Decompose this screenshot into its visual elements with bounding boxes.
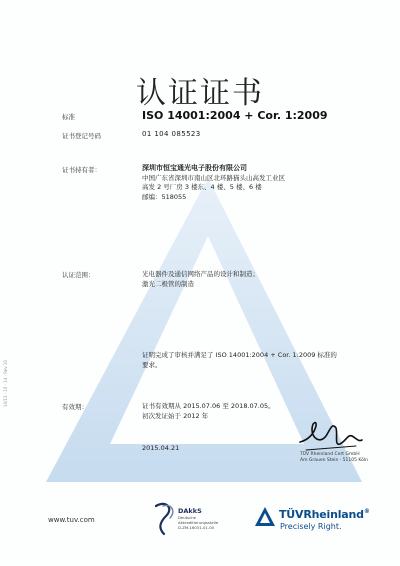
issuer-company: TÜV Rheinland Cert GmbH [300,452,360,457]
tuv-brand [279,508,370,521]
holder-address-line: 中国广东省深圳市南山区北环路猫头山高发工业区 [142,173,285,182]
tuv-slogan: Precisely Right. [280,522,342,531]
certificate-title: 认证证书 [136,76,264,111]
scope-label: 认证范围： [62,271,95,279]
standard-label: 标准 [62,113,75,121]
dakks-subtitle-line: Akkreditierungsstelle [178,519,219,525]
registered-mark: ® [363,508,370,515]
validity-block [142,402,275,421]
form-code: 10/13 · 10 · 14 · Rev 10 [3,360,8,407]
registration-number-label: 证书登记号码 [62,132,101,140]
tuv-brand-name: TÜVRheinland [279,508,364,521]
holder-postcode: 邮编：518055 [142,192,187,201]
issuer-block [300,452,396,464]
standard-value: ISO 14001:2004 + Cor. 1:2009 [142,109,328,122]
tuv-triangle-logo-icon [254,506,276,528]
issuer-address: Am Grauen Stein · 51105 Köln [300,458,369,463]
scope-line: 激光二极管的制造 [142,279,194,288]
holder-name: 深圳市恒宝通光电子股份有限公司 [142,164,247,172]
dakks-name: DAkkS [178,507,202,515]
dakks-subtitle [178,516,222,530]
validity-period: 证书有效期从 2015.07.06 至 2018.07.05。 [142,402,275,410]
audit-statement [142,351,337,370]
holder-label: 证书持有者： [62,166,101,174]
issue-date: 2015.04.21 [142,444,180,452]
scope-line: 光电器件及通信网络产品的设计和制造； [142,270,259,278]
audit-statement-line: 证明完成了审核并满足了 ISO 14001:2004 + Cor. 1:2009 标准的 [142,351,337,359]
handwritten-signature-icon [296,406,366,458]
scope-block [142,270,259,289]
audit-statement-line: 要求。 [142,360,162,369]
holder-address-line: 高发 2 号厂房 3 楼东、4 楼、5 楼、6 楼 [142,183,262,191]
validity-label: 有效期： [62,403,88,411]
first-issue: 初次发证始于 2012 年 [142,411,209,420]
registration-number-value: 01 104 085523 [142,130,201,138]
dakks-subtitle-line: Deutsche [178,515,196,520]
dakks-accreditation-number: D-ZM-16031-01-00 [178,524,215,530]
holder-block [142,164,285,202]
website-link[interactable]: www.tuv.com [48,516,95,524]
